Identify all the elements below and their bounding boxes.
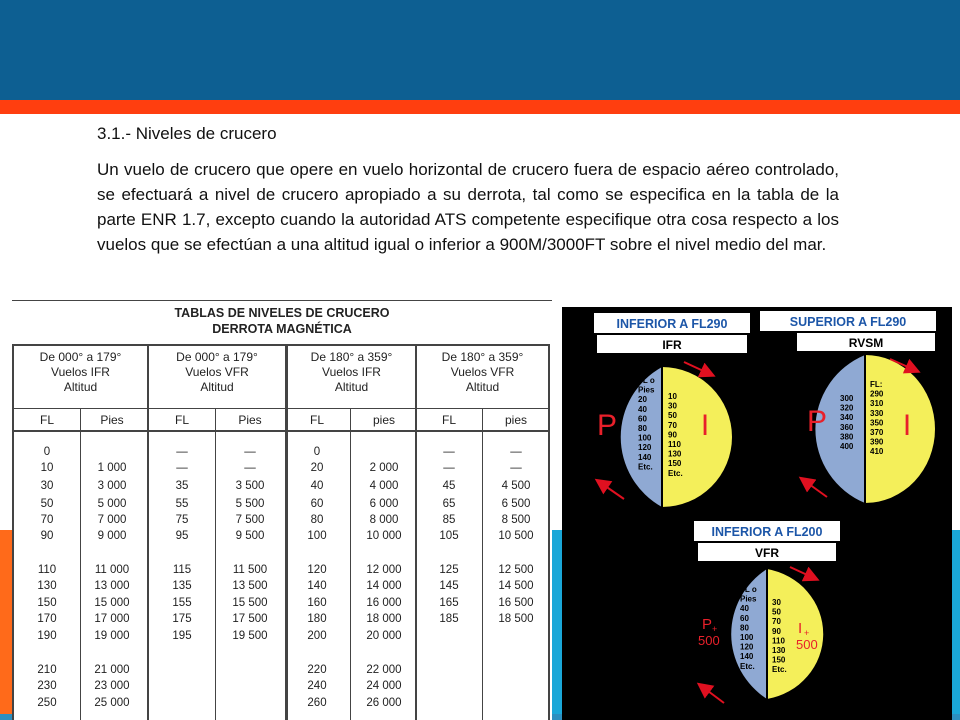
table-cell: 17 500 bbox=[232, 613, 268, 625]
table-rule bbox=[12, 408, 550, 409]
group-header-line: De 180° a 359° bbox=[441, 350, 524, 364]
table-cell: 185 bbox=[439, 613, 459, 625]
table-cell: 8 000 bbox=[369, 514, 399, 526]
table-cell: 6 500 bbox=[501, 498, 531, 510]
panel3-east-level: 130 bbox=[772, 646, 786, 655]
table-cell: 230 bbox=[37, 680, 57, 692]
subheader-feet: Pies bbox=[238, 413, 262, 427]
group-header-line: De 180° a 359° bbox=[310, 350, 393, 364]
table-cell: 175 bbox=[172, 613, 192, 625]
panel3-west-level: 140 bbox=[740, 652, 754, 662]
panel1-rule: IFR bbox=[662, 338, 682, 352]
group-header-line: Vuelos VFR bbox=[450, 365, 515, 379]
panel3-arrow-top bbox=[790, 567, 816, 579]
table-cell: 9 500 bbox=[235, 530, 265, 542]
table-cell: 0 bbox=[43, 446, 51, 458]
panel3-east-level: 30 bbox=[772, 598, 781, 607]
panel1-west-level: 140 bbox=[638, 452, 652, 462]
table-cell: 110 bbox=[37, 564, 57, 576]
panel3-east-level: 110 bbox=[772, 636, 785, 646]
panel1-east-level: 50 bbox=[668, 411, 677, 421]
table-cell: 4 000 bbox=[369, 480, 399, 492]
table-cell: 210 bbox=[37, 664, 57, 676]
panel2-rule: RVSM bbox=[848, 336, 884, 350]
table-cell: 8 500 bbox=[501, 514, 531, 526]
diagram-svg bbox=[562, 307, 952, 720]
table-cell: 115 bbox=[172, 564, 192, 576]
table-cell: 16 500 bbox=[498, 597, 534, 609]
panel3-west-level: FL o bbox=[740, 585, 757, 594]
panel3-east-level: 90 bbox=[772, 626, 781, 636]
table-cell: 9 000 bbox=[97, 530, 127, 542]
group-header bbox=[149, 350, 285, 395]
table-cell: 1 000 bbox=[97, 462, 127, 474]
table-cell: 85 bbox=[442, 514, 456, 526]
panel1-i: I bbox=[700, 409, 710, 442]
table-cell: 180 bbox=[307, 613, 327, 625]
table-cell: 15 000 bbox=[94, 597, 130, 609]
table-cell: 7 000 bbox=[97, 514, 127, 526]
table-cell: 18 500 bbox=[498, 613, 534, 625]
panel2-i: I bbox=[902, 409, 912, 442]
table-cell: 20 bbox=[310, 462, 324, 474]
panel1-west-level: Pies bbox=[638, 385, 655, 395]
table-cell: 13 500 bbox=[232, 580, 268, 592]
table-cell: 40 bbox=[310, 480, 324, 492]
table-cell: 2 000 bbox=[369, 462, 399, 474]
group-header-line: Altitud bbox=[465, 380, 500, 394]
table-cell: — bbox=[244, 462, 256, 474]
panel1-east-level: 130 bbox=[668, 449, 682, 459]
panel2-east-level: 310 bbox=[870, 399, 884, 409]
panel2-arrow-bottom bbox=[802, 479, 827, 497]
table-cell: 120 bbox=[307, 564, 327, 576]
panel1-arrow-bottom bbox=[598, 481, 624, 499]
panel3-p-value: 500 bbox=[698, 633, 720, 648]
panel1-header: INFERIOR A FL290 bbox=[616, 317, 728, 331]
panel3-west-level: Pies bbox=[740, 594, 757, 604]
table-cell: 240 bbox=[307, 680, 327, 692]
table-subdivider bbox=[80, 408, 81, 720]
table-cell: 160 bbox=[307, 597, 327, 609]
table-cell: — bbox=[244, 446, 256, 458]
panel1-west-level: 120 bbox=[638, 443, 652, 453]
table-cell: 190 bbox=[37, 630, 57, 642]
panel1-west-level: 80 bbox=[638, 424, 647, 433]
table-cell: 195 bbox=[172, 630, 192, 642]
table-divider bbox=[147, 344, 149, 720]
panel1-east-level: 90 bbox=[668, 430, 677, 440]
table-cell: 200 bbox=[307, 630, 327, 642]
top-banner bbox=[0, 0, 960, 100]
table-cell: 5 000 bbox=[97, 498, 127, 510]
table-cell: 80 bbox=[310, 514, 324, 526]
table-cell: 260 bbox=[307, 697, 327, 709]
table-cell: — bbox=[443, 462, 455, 474]
panel2-east-level: 330 bbox=[870, 408, 884, 418]
panel2-east-level: 410 bbox=[870, 447, 884, 457]
table-cell: 135 bbox=[172, 580, 192, 592]
panel3-east-level: 70 bbox=[772, 617, 781, 627]
table-cell: 170 bbox=[37, 613, 57, 625]
table-title: TABLAS DE NIVELES DE CRUCERO bbox=[174, 306, 390, 320]
panel1-east-level: 10 bbox=[668, 392, 677, 401]
table-cell: 3 500 bbox=[235, 480, 265, 492]
table-cell: 17 000 bbox=[94, 613, 130, 625]
table-cell: 10 000 bbox=[366, 530, 402, 542]
panel3-arrow-bottom bbox=[700, 685, 724, 703]
table-cell: — bbox=[510, 446, 522, 458]
table-cell: 14 500 bbox=[498, 580, 534, 592]
group-header-line: Vuelos VFR bbox=[185, 365, 249, 379]
table-cell: 105 bbox=[439, 530, 459, 542]
table-cell: 100 bbox=[307, 530, 327, 542]
table-cell: 20 000 bbox=[366, 630, 402, 642]
panel3-header: INFERIOR A FL200 bbox=[711, 525, 823, 539]
table-cell: 165 bbox=[439, 597, 459, 609]
panel3-east-level: 50 bbox=[772, 607, 781, 617]
table-cell: 130 bbox=[37, 580, 57, 592]
table-cell: 55 bbox=[175, 498, 189, 510]
table-cell: 12 500 bbox=[498, 564, 534, 576]
panel2-west-level: 320 bbox=[840, 403, 854, 413]
panel1-west-level: FL o bbox=[638, 376, 655, 385]
panel1-west-level: 60 bbox=[638, 414, 647, 424]
table-rule bbox=[12, 430, 550, 432]
table-cell: 14 000 bbox=[366, 580, 402, 592]
panel1-east-level: 70 bbox=[668, 420, 677, 430]
panel2-east-level: 350 bbox=[870, 418, 884, 428]
table-subdivider bbox=[350, 408, 351, 720]
panel2-p: P bbox=[806, 405, 828, 438]
table-cell: 155 bbox=[172, 597, 192, 609]
table-cell: 15 500 bbox=[232, 597, 268, 609]
panel1-east-level: 30 bbox=[668, 401, 677, 411]
group-header-line: Altitud bbox=[334, 380, 369, 394]
table-cell: 140 bbox=[307, 580, 327, 592]
table-cell: 22 000 bbox=[366, 664, 402, 676]
table-cell: 12 000 bbox=[366, 564, 402, 576]
subheader-feet: pies bbox=[372, 413, 395, 427]
table-divider bbox=[415, 344, 417, 720]
table-cell: 4 500 bbox=[501, 480, 531, 492]
panel3-p: P bbox=[702, 616, 713, 633]
panel2-west-level: 340 bbox=[840, 413, 854, 423]
panel2-header: SUPERIOR A FL290 bbox=[789, 315, 907, 329]
subheader-fl: FL bbox=[309, 413, 324, 427]
panel2-west-level: 380 bbox=[840, 432, 854, 442]
panel3-west-level: Etc. bbox=[740, 661, 755, 671]
table-cell: 95 bbox=[175, 530, 189, 542]
table-cell: 150 bbox=[37, 597, 57, 609]
table-cell: 45 bbox=[442, 480, 456, 492]
panel3-west-level: 120 bbox=[740, 642, 754, 652]
panel1-west-level: 40 bbox=[638, 404, 647, 414]
table-cell: 11 500 bbox=[232, 564, 268, 576]
table-cell: 35 bbox=[175, 480, 189, 492]
subheader-feet: Pies bbox=[100, 413, 124, 427]
group-header-line: De 000° a 179° bbox=[39, 350, 122, 364]
table-cell: 21 000 bbox=[94, 664, 130, 676]
table-cell: 145 bbox=[439, 580, 459, 592]
table-rule bbox=[12, 344, 550, 346]
table-cell: 11 000 bbox=[94, 564, 130, 576]
table-cell: 16 000 bbox=[366, 597, 402, 609]
panel2-west-level: 400 bbox=[840, 442, 854, 451]
panel3-east-level: 150 bbox=[772, 655, 786, 665]
table-cell: 6 000 bbox=[369, 498, 399, 510]
group-header bbox=[288, 350, 415, 395]
panel1-west-level: Etc. bbox=[638, 462, 653, 472]
group-header-line: Altitud bbox=[200, 380, 234, 394]
panel1-east-level: Etc. bbox=[668, 468, 683, 478]
accent-stripe bbox=[0, 100, 960, 114]
table-subdivider bbox=[215, 408, 216, 720]
table-cell: 13 000 bbox=[94, 580, 130, 592]
table-cell: 90 bbox=[40, 530, 54, 542]
table-cell: — bbox=[176, 446, 188, 458]
table-cell: — bbox=[176, 462, 188, 474]
panel2-east-level: FL: bbox=[870, 380, 883, 389]
panel3-west-level: 100 bbox=[740, 633, 754, 642]
table-cell: 5 500 bbox=[235, 498, 265, 510]
group-header bbox=[14, 350, 147, 395]
table-cell: 18 000 bbox=[366, 613, 402, 625]
subheader-feet: pies bbox=[504, 413, 527, 427]
table-cell: 220 bbox=[307, 664, 327, 676]
panel3-i: I bbox=[798, 620, 803, 637]
table-cell: 250 bbox=[37, 697, 57, 709]
table-cell: 19 000 bbox=[94, 630, 130, 642]
table-cell: 50 bbox=[40, 498, 54, 510]
table-cell: 7 500 bbox=[235, 514, 265, 526]
panel2-east-level: 390 bbox=[870, 437, 884, 447]
panel1-east-level: 110 bbox=[668, 440, 681, 449]
panel2-west-level: 360 bbox=[840, 422, 854, 432]
table-cell: 125 bbox=[439, 564, 459, 576]
table-cell: 0 bbox=[313, 446, 321, 458]
hemispheric-rule-diagram bbox=[562, 307, 952, 720]
panel1-p: P bbox=[596, 409, 618, 442]
panel3-rule: VFR bbox=[755, 546, 779, 560]
panel1-west-level: 20 bbox=[638, 395, 647, 405]
panel1-west-level: 100 bbox=[638, 433, 652, 443]
group-header-line: De 000° a 179° bbox=[176, 350, 258, 364]
group-header-line: Altitud bbox=[63, 380, 98, 394]
section-paragraph: Un vuelo de crucero que opere en vuelo horizontal de crucero fuera de espacio aéreo controlado, se efectuará a nivel de crucero apropiado a su derrota, tal como se especifica en la tabla de la parte ENR 1.7, excepto cuando la autoridad ATS competente especifique otra cosa respecto a los vuelos que se efectúan a una altitud igual o inferior a 900M/3000FT sobre el nivel medio del mar. bbox=[97, 160, 839, 254]
table-cell: — bbox=[443, 446, 455, 458]
table-subtitle: DERROTA MAGNÉTICA bbox=[212, 322, 352, 336]
table-cell: 60 bbox=[310, 498, 324, 510]
section-heading: 3.1.- Niveles de crucero bbox=[97, 124, 277, 143]
group-header-line: Vuelos IFR bbox=[322, 365, 381, 379]
panel1-east-level: 150 bbox=[668, 459, 682, 469]
panel2-east-level: 290 bbox=[870, 389, 884, 399]
panel3-west-level: 60 bbox=[740, 613, 749, 623]
table-cell: — bbox=[510, 462, 522, 474]
panel3-i-value: 500 bbox=[796, 637, 818, 652]
table-cell: 26 000 bbox=[366, 697, 402, 709]
table-border bbox=[12, 344, 14, 720]
cruise-levels-table bbox=[12, 300, 552, 720]
panel2-east-level: 370 bbox=[870, 428, 884, 437]
subheader-fl: FL bbox=[441, 413, 456, 427]
table-cell: 70 bbox=[40, 514, 54, 526]
group-header bbox=[417, 350, 548, 395]
table-cell: 10 bbox=[40, 462, 54, 474]
table-border bbox=[548, 344, 550, 720]
panel2-west-level: 300 bbox=[840, 394, 854, 403]
table-cell: 3 000 bbox=[97, 480, 127, 492]
table-cell: 24 000 bbox=[366, 680, 402, 692]
table-cell: 75 bbox=[175, 514, 189, 526]
table-cell: 65 bbox=[442, 498, 456, 510]
panel3-west-level: 40 bbox=[740, 604, 749, 614]
table-subdivider bbox=[482, 408, 483, 720]
table-cell: 30 bbox=[40, 480, 54, 492]
panel3-west-level: 80 bbox=[740, 623, 749, 633]
table-top-rule bbox=[12, 300, 552, 301]
subheader-fl: FL bbox=[39, 413, 54, 427]
group-header-line: Vuelos IFR bbox=[51, 365, 110, 379]
panel3-i-sub: + bbox=[804, 628, 810, 638]
table-cell: 10 500 bbox=[498, 530, 534, 542]
table-cell: 25 000 bbox=[94, 697, 130, 709]
panel3-p-sub: + bbox=[712, 624, 718, 634]
table-cell: 23 000 bbox=[94, 680, 130, 692]
subheader-fl: FL bbox=[174, 413, 189, 427]
table-cell: 19 500 bbox=[232, 630, 268, 642]
panel3-east-level: Etc. bbox=[772, 665, 787, 675]
